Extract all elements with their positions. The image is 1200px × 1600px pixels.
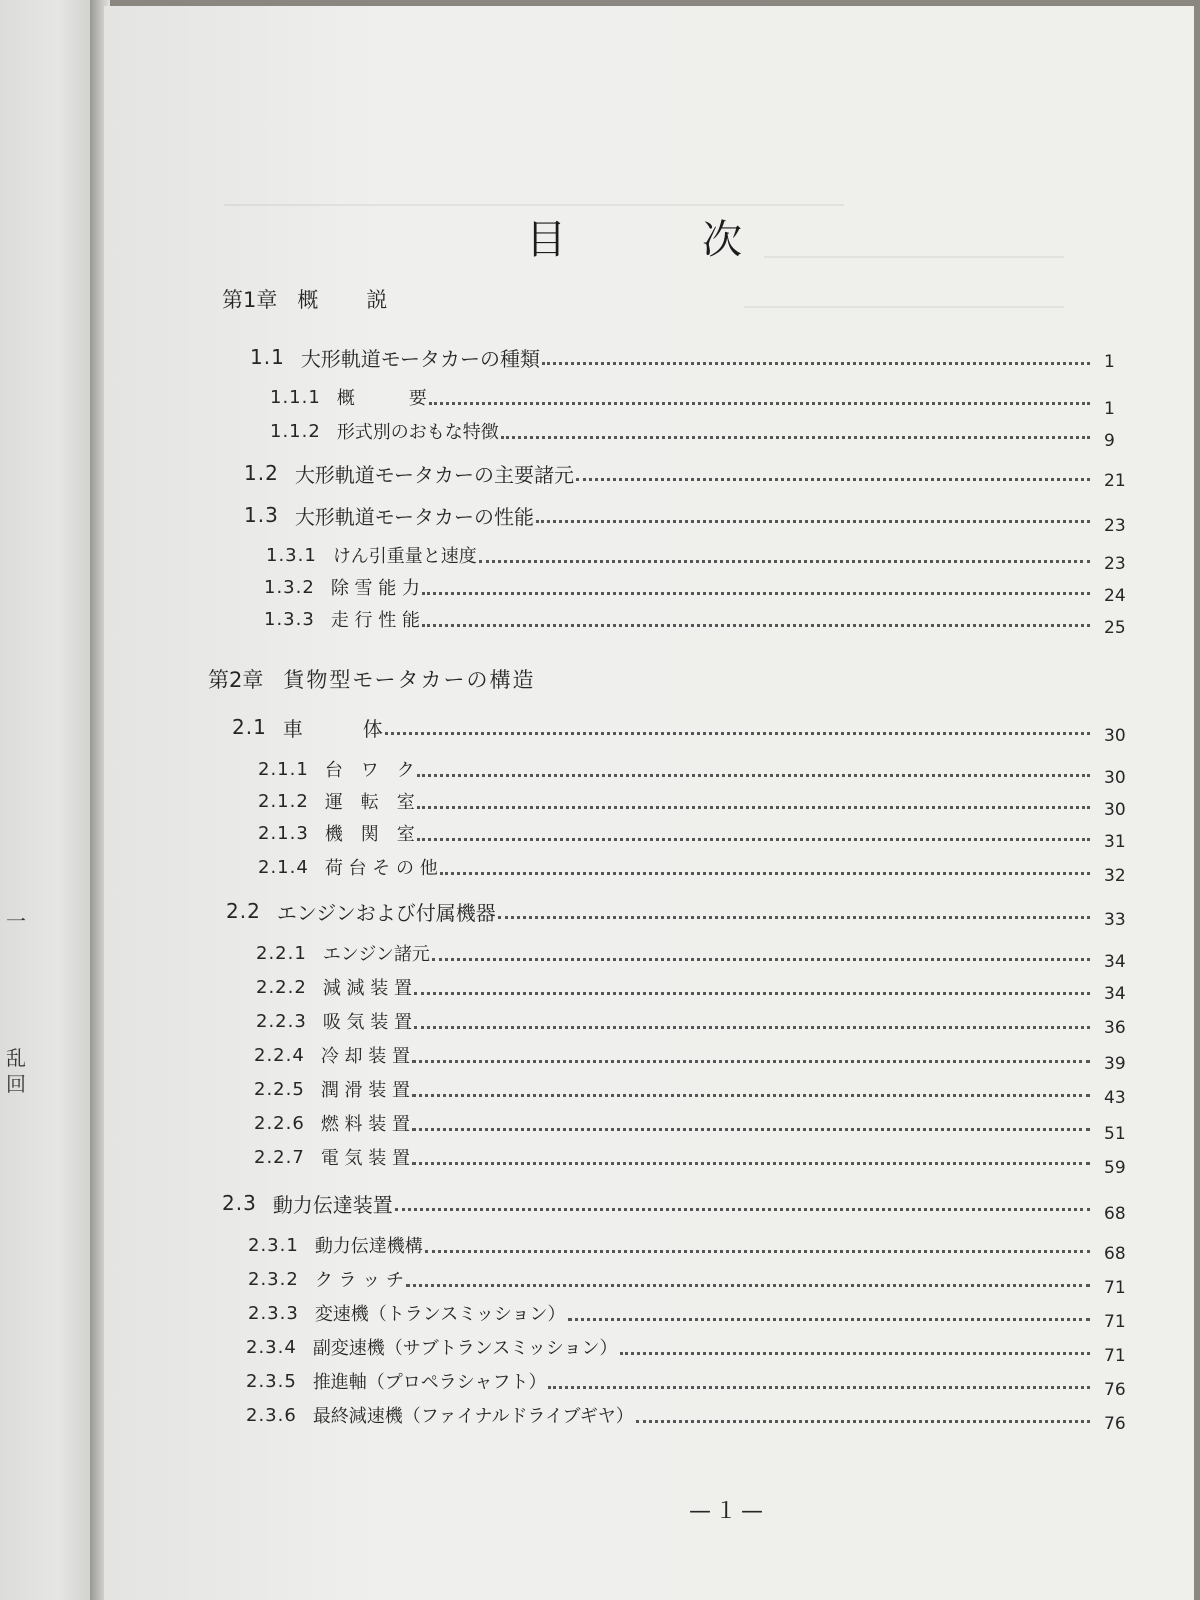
left-page-fragment: 回: [6, 1072, 26, 1096]
toc-entry: [270, 416, 1096, 446]
entry-number: 2.1: [232, 715, 267, 739]
toc-page: [104, 6, 1194, 1600]
dot-leader: [412, 1162, 1090, 1165]
dot-leader: [422, 624, 1090, 627]
entry-number: 2.1.2: [258, 790, 309, 812]
toc-entry: [248, 1230, 1096, 1260]
entry-number: 2.2.5: [254, 1078, 305, 1100]
entry-number: 1.1.2: [270, 420, 321, 442]
entry-title: 大形軌道モータカーの性能: [294, 504, 535, 529]
dot-leader: [576, 478, 1090, 481]
entry-number: 2.3.3: [248, 1302, 299, 1324]
dot-leader: [395, 1208, 1090, 1211]
toc-entry: [256, 1006, 1096, 1036]
left-page-fragment: 一: [6, 909, 26, 933]
entry-title: エンジン諸元: [322, 944, 430, 965]
dot-leader: [542, 362, 1090, 365]
dot-leader: [429, 402, 1090, 405]
entry-title: けん引重量と速度: [332, 546, 477, 567]
toc-entry: [258, 786, 1096, 816]
toc-entry: [244, 500, 1096, 530]
entry-number: 1.1.1: [270, 386, 321, 408]
toc-entry: [254, 1108, 1096, 1138]
dot-leader: [412, 1128, 1090, 1131]
toc-entry: [254, 1040, 1096, 1070]
toc-entry: [270, 382, 1096, 412]
entry-page-number: 71: [1104, 1346, 1126, 1366]
toc-entry: [258, 852, 1096, 882]
entry-title: 運 転 室: [324, 792, 415, 813]
entry-number: 2.2.7: [254, 1146, 305, 1168]
entry-title: ク ラ ッ チ: [314, 1270, 404, 1291]
entry-title: 最終減速機（ファイナルドライブギヤ）: [312, 1406, 634, 1427]
entry-title: 変速機（トランスミッション）: [314, 1304, 566, 1325]
toc-entry: [266, 540, 1096, 570]
entry-page-number: 30: [1104, 800, 1126, 820]
entry-page-number: 9: [1104, 431, 1115, 451]
entry-page-number: 32: [1104, 866, 1126, 886]
entry-page-number: 1: [1104, 399, 1115, 419]
toc-entry: [246, 1366, 1096, 1396]
entry-number: 2.3.1: [248, 1234, 299, 1256]
entry-page-number: 21: [1104, 471, 1126, 491]
dot-leader: [414, 1026, 1090, 1029]
entry-page-number: 36: [1104, 1018, 1126, 1038]
entry-number: 2.2.6: [254, 1112, 305, 1134]
toc-entry: [248, 1298, 1096, 1328]
dot-leader: [548, 1386, 1090, 1389]
entry-title: 除 雪 能 力: [330, 578, 420, 599]
left-page-fragment: 乱: [6, 1046, 26, 1070]
entry-title: 電 気 装 置: [320, 1148, 410, 1169]
entry-number: 2.2.4: [254, 1044, 305, 1066]
entry-number: 2.3.6: [246, 1404, 297, 1426]
entry-title: 大形軌道モータカーの種類: [300, 346, 541, 371]
toc-title-char: 次: [702, 217, 742, 263]
toc-entry: [264, 604, 1096, 634]
entry-page-number: 31: [1104, 832, 1126, 852]
dot-leader: [501, 436, 1090, 439]
entry-title: 減 減 装 置: [322, 978, 412, 999]
chapter-title: 貨物型モータカーの構造: [283, 668, 536, 692]
entry-title: 走 行 性 能: [330, 610, 420, 631]
entry-page-number: 68: [1104, 1204, 1126, 1224]
entry-page-number: 71: [1104, 1278, 1126, 1298]
toc-entry: [232, 712, 1096, 742]
entry-title: 機 関 室: [324, 824, 415, 845]
entry-title: 車 体: [282, 716, 383, 741]
left-page-edge: [0, 0, 96, 1600]
entry-title: 副変速機（サブトランスミッション）: [312, 1338, 618, 1359]
toc-entry: [246, 1400, 1096, 1430]
toc-entry: [244, 458, 1096, 488]
entry-number: 2.2: [226, 899, 261, 923]
dot-leader: [479, 560, 1090, 563]
entry-page-number: 51: [1104, 1124, 1126, 1144]
chapter-label: 第2章: [208, 668, 264, 692]
toc-entry: [226, 896, 1096, 926]
toc-entry: [256, 972, 1096, 1002]
entry-page-number: 34: [1104, 952, 1126, 972]
dot-leader: [422, 592, 1090, 595]
toc-entry: [258, 754, 1096, 784]
entry-title: 冷 却 装 置: [320, 1046, 410, 1067]
toc-entry: [254, 1142, 1096, 1172]
entry-page-number: 1: [1104, 352, 1115, 372]
entry-page-number: 30: [1104, 768, 1126, 788]
entry-page-number: 25: [1104, 618, 1126, 638]
entry-number: 2.2.1: [256, 942, 307, 964]
dot-leader: [406, 1284, 1090, 1287]
entry-number: 1.2: [244, 461, 279, 485]
dot-leader: [417, 806, 1090, 809]
dot-leader: [425, 1250, 1090, 1253]
entry-page-number: 76: [1104, 1380, 1126, 1400]
toc-entry: [254, 1074, 1096, 1104]
entry-page-number: 23: [1104, 554, 1126, 574]
entry-page-number: 39: [1104, 1054, 1126, 1074]
entry-page-number: 23: [1104, 516, 1126, 536]
entry-page-number: 76: [1104, 1414, 1126, 1434]
entry-number: 1.1: [250, 345, 285, 369]
entry-title: 潤 滑 装 置: [320, 1080, 410, 1101]
entry-page-number: 71: [1104, 1312, 1126, 1332]
entry-title: 動力伝達機構: [314, 1236, 423, 1257]
entry-page-number: 30: [1104, 726, 1126, 746]
toc-entry: [222, 1188, 1096, 1218]
toc-entry: [248, 1264, 1096, 1294]
entry-page-number: 24: [1104, 586, 1126, 606]
entry-title: 概 要: [336, 388, 427, 409]
entry-title: 燃 料 装 置: [320, 1114, 410, 1135]
entry-number: 2.2.2: [256, 976, 307, 998]
dot-leader: [498, 916, 1090, 919]
chapter-heading: [222, 284, 389, 314]
toc-entry: [246, 1332, 1096, 1362]
entry-number: 1.3: [244, 503, 279, 527]
toc-entry: [258, 818, 1096, 848]
dot-leader: [568, 1318, 1090, 1321]
entry-number: 2.3.4: [246, 1336, 297, 1358]
entry-title: 大形軌道モータカーの主要諸元: [294, 462, 575, 487]
dot-leader: [414, 992, 1090, 995]
entry-title: 動力伝達装置: [272, 1192, 393, 1217]
dot-leader: [536, 520, 1090, 523]
entry-page-number: 43: [1104, 1088, 1126, 1108]
toc-entry: [256, 938, 1096, 968]
toc-entry: [250, 342, 1096, 372]
entry-number: 2.3.5: [246, 1370, 297, 1392]
entry-title: 推進軸（プロペラシャフト）: [312, 1372, 547, 1393]
dot-leader: [385, 732, 1090, 735]
entry-title: 台 ワ ク: [324, 760, 415, 781]
entry-number: 2.1.4: [258, 856, 309, 878]
entry-number: 1.3.3: [264, 608, 315, 630]
entry-title: エンジンおよび付属機器: [276, 900, 496, 925]
chapter-title: 概 説: [297, 288, 390, 312]
entry-page-number: 33: [1104, 910, 1126, 930]
dot-leader: [417, 774, 1090, 777]
entry-number: 2.1.1: [258, 758, 309, 780]
entry-title: 吸 気 装 置: [322, 1012, 412, 1033]
entry-title: 荷 台 そ の 他: [324, 858, 438, 879]
dot-leader: [620, 1352, 1090, 1355]
toc-title-char: 目: [526, 217, 566, 263]
entry-number: 2.2.3: [256, 1010, 307, 1032]
dot-leader: [432, 958, 1090, 961]
dot-leader: [440, 872, 1090, 875]
entry-number: 2.3: [222, 1191, 257, 1215]
entry-page-number: 34: [1104, 984, 1126, 1004]
toc-entry: [264, 572, 1096, 602]
entry-page-number: 59: [1104, 1158, 1126, 1178]
dot-leader: [636, 1420, 1090, 1423]
entry-number: 1.3.2: [264, 576, 315, 598]
entry-page-number: 68: [1104, 1244, 1126, 1264]
dot-leader: [412, 1060, 1090, 1063]
entry-number: 2.1.3: [258, 822, 309, 844]
entry-number: 2.3.2: [248, 1268, 299, 1290]
entry-number: 1.3.1: [266, 544, 317, 566]
dot-leader: [417, 838, 1090, 841]
entry-title: 形式別のおもな特徴: [336, 422, 499, 443]
dot-leader: [412, 1094, 1090, 1097]
chapter-heading: [208, 664, 536, 694]
chapter-label: 第1章: [222, 288, 278, 312]
page-footer-number: —１—: [689, 1499, 768, 1524]
